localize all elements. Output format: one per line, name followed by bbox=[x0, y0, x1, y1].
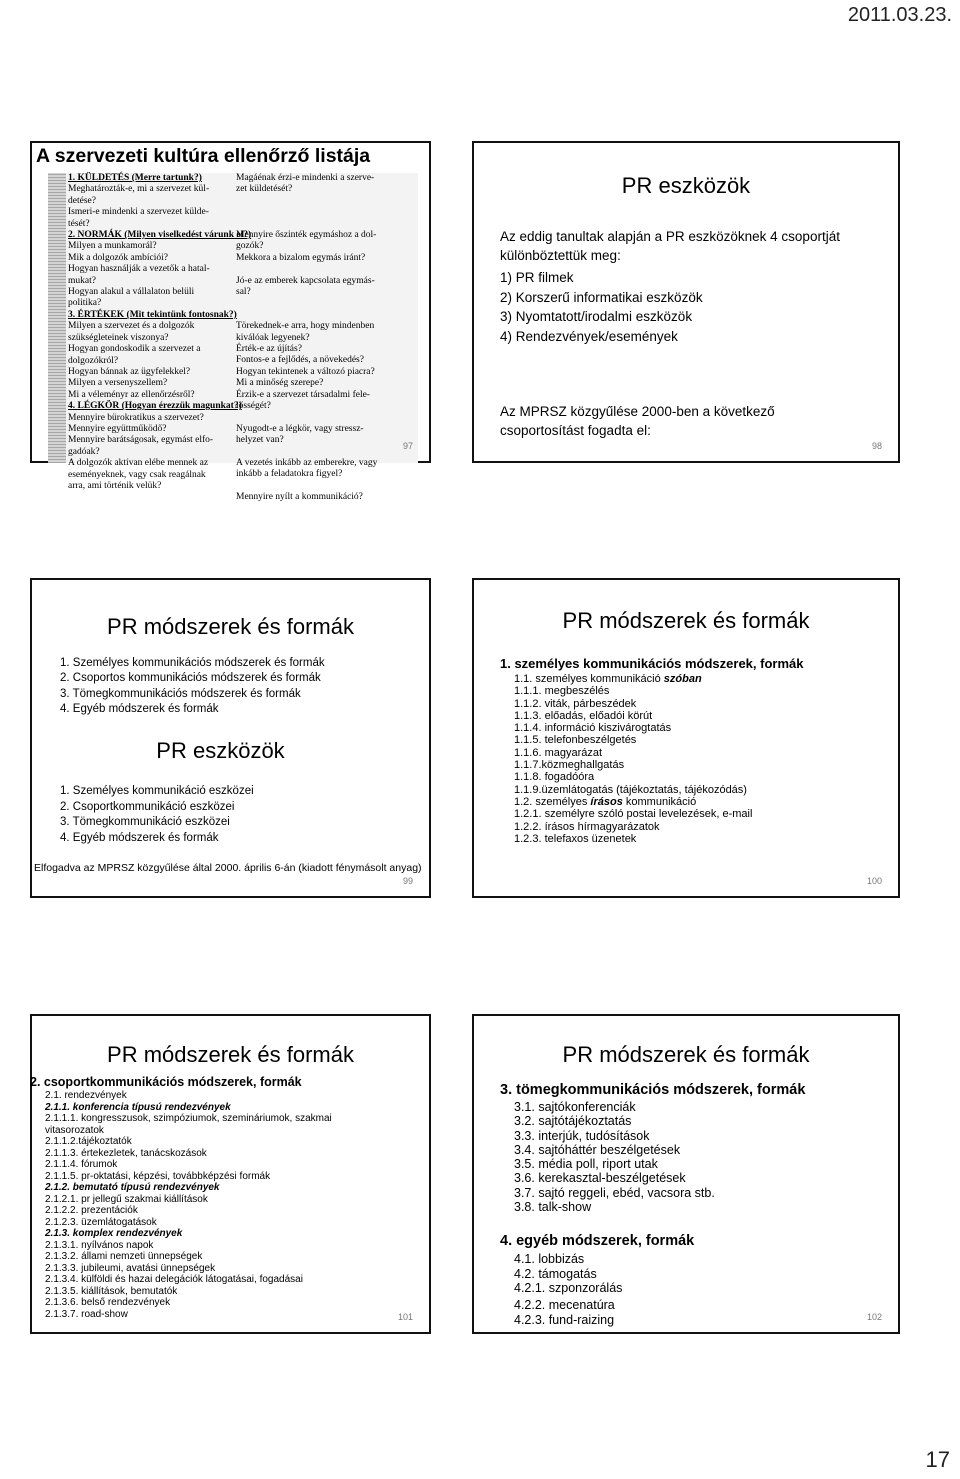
list-item: 4.2.2. mecenatúra bbox=[514, 1298, 615, 1312]
checklist-line: Mi a minőség szerepe? bbox=[236, 378, 324, 389]
checklist-line: eseményeknek, vagy csak reagálnak bbox=[68, 469, 206, 480]
list-item: 2.1.1.2.tájékoztatók bbox=[45, 1136, 132, 1147]
scan-right-column bbox=[236, 173, 411, 504]
list-item: 2.1.1.1. kongresszusok, szimpóziumok, szemináriumok, szakmai bbox=[45, 1113, 332, 1124]
slide-100-title: PR módszerek és formák bbox=[562, 608, 810, 633]
checklist-line: kiválóak legyenek? bbox=[236, 332, 310, 343]
slide-97 bbox=[30, 141, 431, 503]
checklist-section-heading: 4. LÉGKÖR (Hogyan érezzük magunkat?) bbox=[68, 401, 242, 412]
list-item bbox=[514, 734, 752, 746]
checklist-line bbox=[236, 298, 411, 309]
checklist-line: gozók? bbox=[236, 241, 264, 252]
list-item: 1) PR filmek bbox=[500, 270, 574, 285]
list-item: 2.1. rendezvények bbox=[45, 1090, 127, 1101]
slide-100 bbox=[472, 578, 900, 898]
list-item bbox=[514, 759, 752, 771]
checklist-line bbox=[236, 219, 411, 230]
checklist-section-heading: 3. ÉRTÉKEK (Mit tekintünk fontosnak?) bbox=[68, 309, 237, 320]
checklist-line bbox=[236, 412, 411, 423]
list-item: 2.1.2. bemutató típusú rendezvények bbox=[45, 1182, 220, 1193]
list-item bbox=[514, 722, 752, 734]
list-item: 3.1. sajtókonferenciák bbox=[514, 1100, 636, 1114]
list-item: 2.1.3.4. külföldi és hazai delegációk látogatásai, fogadásai bbox=[45, 1274, 303, 1285]
list-item-text: 1.1.1. megbeszélés bbox=[514, 685, 610, 698]
list-item: 2.1.2.1. pr jellegű szakmai kiállítások bbox=[45, 1193, 208, 1205]
checklist-line bbox=[236, 310, 411, 321]
list-item: 4.2. támogatás bbox=[514, 1266, 597, 1281]
list-item: 1. Személyes kommunikációs módszerek és formák bbox=[60, 657, 325, 669]
list-item: 3.3. interjúk, tudósítások bbox=[514, 1128, 650, 1143]
list-item: 2.1.1. konferencia típusú rendezvények bbox=[45, 1101, 231, 1113]
checklist-line: Hogyan gondoskodik a szervezet a bbox=[68, 344, 201, 355]
scanned-checklist-image bbox=[48, 173, 418, 503]
slide-102-heading-1: 3. tömegkommunikációs módszerek, formák bbox=[500, 1082, 806, 1098]
list-item: 2.1.1.4. fórumok bbox=[45, 1159, 118, 1170]
mass-communication-list bbox=[514, 1100, 715, 1214]
list-item: 3.2. sajtótájékoztatás bbox=[514, 1114, 632, 1129]
list-item: 4.1. lobbizás bbox=[514, 1252, 585, 1266]
checklist-line: Nyugodt-e a légkör, vagy stressz- bbox=[236, 423, 364, 434]
header-date: 2011.03.23. bbox=[847, 4, 952, 26]
list-item-text: 1.1.2. viták, párbeszédek bbox=[514, 697, 637, 710]
list-item bbox=[514, 771, 752, 783]
page-number: 17 bbox=[925, 1447, 950, 1472]
list-item-emphasis: írásos bbox=[590, 795, 623, 808]
checklist-line: Hogyan tekintenek a változó piacra? bbox=[236, 366, 375, 377]
checklist-line: Hogyan alakul a vállalaton belüli bbox=[68, 287, 195, 298]
checklist-line: Törekednek-e arra, hogy mindenben bbox=[236, 321, 375, 332]
slide-102 bbox=[472, 1014, 900, 1334]
list-item: 3.4. sajtóháttér beszélgetések bbox=[514, 1142, 681, 1157]
slide-99-subtitle: PR eszközök bbox=[156, 738, 285, 763]
list-item-text: 1.2.2. írásos hírmagyarázatok bbox=[514, 820, 660, 833]
slide-101-heading: 2. csoportkommunikációs módszerek, formák bbox=[30, 1075, 302, 1089]
list-item bbox=[514, 833, 752, 845]
list-item: 2.1.3.5. kiállítások, bemutatók bbox=[45, 1285, 178, 1297]
list-item bbox=[514, 808, 752, 820]
checklist-line: Érzik-e a szervezet társadalmi fele- bbox=[236, 389, 370, 400]
list-item: 4. Egyéb módszerek és formák bbox=[60, 702, 219, 715]
slide-97-title: A szervezeti kultúra ellenőrző listája bbox=[36, 145, 371, 167]
checklist-line: Ismeri-e mindenki a szervezet külde- bbox=[68, 207, 209, 218]
list-item-text: 1.1.5. telefonbeszélgetés bbox=[514, 734, 637, 747]
checklist-line: arra, ami történik velük? bbox=[68, 480, 162, 491]
checklist-line: Magáénak érzi-e mindenki a szerve- bbox=[236, 173, 375, 183]
checklist-line: Mennyire őszinték egymáshoz a dol- bbox=[236, 229, 377, 240]
list-item: 2. Csoportos kommunikációs módszerek és formák bbox=[60, 672, 321, 685]
slide-99-footer: Elfogadva az MPRSZ közgyűlése által 2000. április 6-án (kiadott fénymásolt anyag) bbox=[34, 862, 422, 874]
slide-98-title: PR eszközök bbox=[621, 173, 751, 198]
slide-100-heading: 1. személyes kommunikációs módszerek, formák bbox=[500, 656, 804, 671]
slide-number: 100 bbox=[866, 876, 882, 886]
list-item bbox=[514, 698, 752, 710]
list-item: 3) Nyomtatott/irodalmi eszközök bbox=[500, 309, 693, 325]
checklist-line bbox=[236, 447, 411, 458]
list-item bbox=[514, 747, 752, 759]
slide-101-title: PR módszerek és formák bbox=[107, 1042, 354, 1067]
checklist-line: Mennyire bürokratikus a szervezet? bbox=[68, 412, 204, 423]
slide-99-title: PR módszerek és formák bbox=[107, 614, 354, 639]
list-item: 2.1.3.7. road-show bbox=[45, 1308, 128, 1320]
other-methods-list bbox=[514, 1252, 622, 1296]
tools-list bbox=[60, 784, 254, 847]
list-item: 4.2.1. szponzorálás bbox=[514, 1281, 623, 1295]
checklist-line: Jó-e az emberek kapcsolata egymás- bbox=[236, 275, 375, 286]
checklist-line: politika? bbox=[68, 298, 102, 309]
checklist-line: A dolgozók aktívan elébe mennek az bbox=[68, 458, 209, 469]
checklist-line: Mennyire barátságosak, egymást elfo- bbox=[68, 435, 214, 446]
checklist-line: Mi a véleményr az ellenőrzésről? bbox=[68, 389, 195, 400]
checklist-line: lősségét? bbox=[236, 401, 271, 412]
list-item: 3.8. talk-show bbox=[514, 1200, 592, 1215]
list-item-text: 1.1.8. fogadóóra bbox=[514, 771, 595, 784]
list-item-text: 1.1.7.közmeghallgatás bbox=[514, 759, 625, 772]
list-item-emphasis: szóban bbox=[663, 673, 702, 685]
checklist-line: gadóak? bbox=[68, 446, 100, 457]
slide-99 bbox=[30, 578, 431, 898]
list-item: 2.1.3.1. nyílvános napok bbox=[45, 1239, 154, 1251]
checklist-section-heading: 2. NORMÁK (Milyen viselkedést várunk el?) bbox=[68, 230, 252, 241]
list-item: 2.1.3.3. jubileumi, avatási ünnepségek bbox=[45, 1262, 216, 1274]
list-item: 2.1.3.6. belső rendezvények bbox=[45, 1297, 171, 1308]
checklist-line: Milyen a szervezet és a dolgozók bbox=[68, 321, 195, 332]
slide-number: 97 bbox=[402, 441, 413, 451]
list-item-text: 1.1. személyes kommunikáció bbox=[514, 673, 664, 685]
slide-102-title: PR módszerek és formák bbox=[562, 1042, 810, 1067]
list-item: 2) Korszerű informatikai eszközök bbox=[500, 289, 703, 305]
list-item bbox=[514, 784, 752, 796]
list-item: 2.1.2.3. üzemlátogatások bbox=[45, 1216, 157, 1228]
list-item: 2.1.3.2. állami nemzeti ünnepségek bbox=[45, 1251, 203, 1262]
checklist-line: szükségleteinek viszonya? bbox=[68, 332, 169, 343]
slide-98-outro: Az MPRSZ közgyűlése 2000-ben a következő csoportosítást fogadta el: bbox=[500, 404, 775, 438]
checklist-line bbox=[236, 481, 411, 492]
checklist-line bbox=[236, 264, 411, 275]
slide-101 bbox=[30, 1014, 431, 1334]
checklist-line bbox=[236, 196, 411, 207]
checklist-line: Hogyan bánnak az ügyfelekkel? bbox=[68, 366, 191, 377]
checklist-line: Hogyan használják a vezetők a hatal- bbox=[68, 264, 210, 275]
list-item-text: 1.2.1. személyre szóló postai levelezések, e-mail bbox=[514, 808, 753, 821]
list-item: 2.1.1.3. értekezletek, tanácskozások bbox=[45, 1147, 207, 1159]
list-item: 3. Tömegkommunikáció eszközei bbox=[60, 816, 230, 829]
checklist-section-heading: 1. KÜLDETÉS (Merre tartunk?) bbox=[68, 173, 202, 183]
list-item: 1. Személyes kommunikáció eszközei bbox=[60, 785, 254, 797]
list-item-text: 1.1.4. információ kiszivárogtatás bbox=[514, 722, 672, 735]
checklist-line: Mekkora a bizalom egymás iránt? bbox=[236, 252, 366, 263]
list-item-text: kommunikáció bbox=[622, 795, 697, 808]
checklist-line: tését? bbox=[68, 218, 90, 229]
checklist-line: inkább a feladatokra figyel? bbox=[236, 469, 343, 480]
checklist-line: zet küldetését? bbox=[236, 184, 293, 195]
list-item: 2. Csoportkommunikáció eszközei bbox=[60, 800, 235, 813]
checklist-line: Érték-e az újítás? bbox=[236, 344, 302, 354]
list-item-text: 1.2.3. telefaxos üzenetek bbox=[514, 832, 637, 845]
checklist-line: dolgozókról? bbox=[68, 355, 119, 366]
pr-tool-groups-list bbox=[500, 268, 703, 347]
other-methods-list-continued bbox=[514, 1298, 615, 1327]
slide-98-intro: Az eddig tanultak alapján a PR eszközöknek 4 csoportját különböztettük meg: bbox=[500, 229, 840, 263]
checklist-line: Milyen a munkamorál? bbox=[68, 241, 157, 252]
slide-98 bbox=[472, 141, 900, 463]
slide-102-heading-2: 4. egyéb módszerek, formák bbox=[500, 1233, 695, 1249]
slide-number: 102 bbox=[866, 1312, 882, 1322]
list-item bbox=[514, 821, 752, 833]
slide-number: 98 bbox=[871, 441, 882, 451]
list-item: 3.6. kerekasztal-beszélgetések bbox=[514, 1171, 686, 1186]
list-item: 2.1.3. komplex rendezvények bbox=[45, 1228, 183, 1239]
list-item-text: 1.1.9.üzemlátogatás (tájékoztatás, tájékozódás) bbox=[514, 783, 747, 796]
list-item bbox=[514, 710, 752, 722]
methods-list bbox=[60, 656, 325, 717]
personal-communication-list bbox=[514, 673, 752, 845]
list-item: 4.2.3. fund-raizing bbox=[514, 1312, 615, 1327]
list-item bbox=[514, 796, 752, 808]
list-item: 3. Tömegkommunikációs módszerek és formák bbox=[60, 687, 301, 700]
scan-shadow bbox=[48, 173, 66, 463]
list-item: 4) Rendezvények/események bbox=[500, 329, 678, 345]
list-item bbox=[514, 685, 752, 697]
checklist-line: Mik a dolgozók ambíciói? bbox=[68, 252, 168, 263]
list-item: 4. Egyéb módszerek és formák bbox=[60, 832, 219, 845]
slide-number: 99 bbox=[402, 876, 413, 886]
list-item: 2.1.1.5. pr-oktatási, képzési, továbbképzési formák bbox=[45, 1170, 271, 1182]
checklist-line: sal? bbox=[236, 287, 251, 297]
checklist-line: Fontos-e a fejlődés, a növekedés? bbox=[236, 355, 364, 366]
list-item: 3.7. sajtó reggeli, ebéd, vacsora stb. bbox=[514, 1185, 715, 1200]
list-item-text: 1.1.3. előadás, előadói körút bbox=[514, 709, 653, 722]
list-item: 2.1.2.2. prezentációk bbox=[45, 1205, 138, 1216]
list-item: 3.5. média poll, riport utak bbox=[514, 1157, 658, 1172]
checklist-line: Meghatározták-e, mi a szervezet kül- bbox=[68, 184, 210, 195]
list-item bbox=[514, 673, 752, 685]
checklist-line: A vezetés inkább az emberekre, vagy bbox=[236, 458, 378, 469]
checklist-line: Mennyire nyílt a kommunikáció? bbox=[236, 492, 363, 503]
checklist-line: helyzet van? bbox=[236, 435, 284, 446]
checklist-line: detése? bbox=[68, 195, 96, 206]
checklist-line: mukat? bbox=[68, 275, 96, 286]
checklist-line: Mennyire együttműködő? bbox=[68, 423, 167, 434]
slide-number: 101 bbox=[397, 1312, 413, 1322]
checklist-line: Milyen a versenyszellem? bbox=[68, 378, 168, 389]
list-item: vitasorozatok bbox=[45, 1124, 104, 1136]
checklist-line bbox=[236, 207, 411, 218]
list-item-text: 1.1.6. magyarázat bbox=[514, 746, 603, 759]
list-item-text: 1.2. személyes bbox=[514, 795, 591, 808]
group-communication-list bbox=[45, 1090, 332, 1320]
